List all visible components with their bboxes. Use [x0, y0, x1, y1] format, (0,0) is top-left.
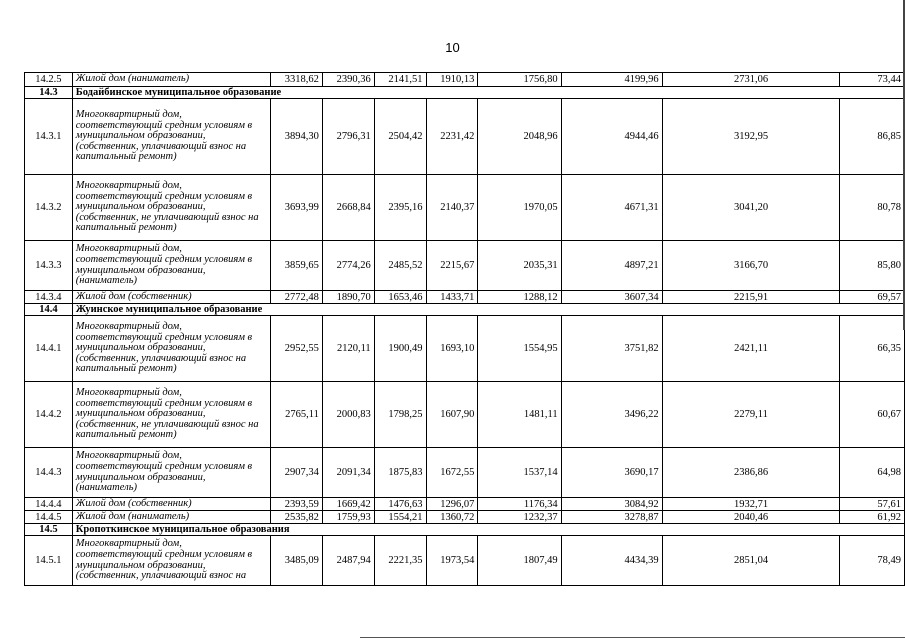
value-cell-4: 2140,37: [426, 175, 478, 241]
value-cell-4: 2215,67: [426, 241, 478, 291]
value-cell-4: 1672,55: [426, 448, 478, 498]
value-cell-1: 3485,09: [271, 536, 323, 586]
table-row: [25, 536, 905, 586]
value-cell-3: 2141,51: [374, 73, 426, 87]
value-cell-3: 1900,49: [374, 316, 426, 382]
value-cell-7: 2851,04: [662, 536, 840, 586]
row-code: 14.3: [25, 87, 73, 99]
table-row: [25, 99, 905, 175]
page-number: 10: [445, 40, 460, 55]
value-cell-7: 2386,86: [662, 448, 840, 498]
value-cell-8: 78,49: [840, 536, 905, 586]
value-cell-8: 61,92: [840, 511, 905, 524]
value-cell-6: 3084,92: [561, 498, 662, 511]
value-cell-8: 73,44: [840, 73, 905, 87]
value-cell-2: 2000,83: [322, 382, 374, 448]
section-row: [25, 304, 905, 316]
value-cell-3: 1653,46: [374, 291, 426, 304]
row-code: 14.3.3: [25, 241, 73, 291]
value-cell-5: 1481,11: [478, 382, 561, 448]
value-cell-1: 3693,99: [271, 175, 323, 241]
scan-edge-bottom: [360, 637, 905, 638]
value-cell-4: 1433,71: [426, 291, 478, 304]
value-cell-7: 2731,06: [662, 73, 840, 87]
value-cell-6: 4671,31: [561, 175, 662, 241]
value-cell-4: 1296,07: [426, 498, 478, 511]
tariff-table: [24, 72, 905, 586]
row-description: Многоквартирный дом, соответствующий средним условиям в муниципальном образовании, (собственник, не уплачивающий взнос на капитальный ремонт): [72, 175, 270, 241]
value-cell-2: 2390,36: [322, 73, 374, 87]
value-cell-7: 3041,20: [662, 175, 840, 241]
value-cell-8: 60,67: [840, 382, 905, 448]
value-cell-1: 2393,59: [271, 498, 323, 511]
value-cell-2: 2487,94: [322, 536, 374, 586]
value-cell-8: 69,57: [840, 291, 905, 304]
value-cell-3: 1476,63: [374, 498, 426, 511]
value-cell-7: 2215,91: [662, 291, 840, 304]
value-cell-4: 1360,72: [426, 511, 478, 524]
value-cell-1: 2765,11: [271, 382, 323, 448]
value-cell-6: 3690,17: [561, 448, 662, 498]
row-code: 14.4: [25, 304, 73, 316]
table-row: [25, 382, 905, 448]
value-cell-6: 4944,46: [561, 99, 662, 175]
value-cell-6: 3496,22: [561, 382, 662, 448]
value-cell-3: 2221,35: [374, 536, 426, 586]
table-row: [25, 175, 905, 241]
value-cell-3: 1798,25: [374, 382, 426, 448]
row-description: Многоквартирный дом, соответствующий средним условиям в муниципальном образовании, (наниматель): [72, 448, 270, 498]
value-cell-2: 1759,93: [322, 511, 374, 524]
value-cell-4: 1973,54: [426, 536, 478, 586]
value-cell-5: 1232,37: [478, 511, 561, 524]
table-row: [25, 316, 905, 382]
value-cell-7: 3192,95: [662, 99, 840, 175]
value-cell-1: 3894,30: [271, 99, 323, 175]
value-cell-7: 2040,46: [662, 511, 840, 524]
value-cell-5: 1807,49: [478, 536, 561, 586]
table-row: [25, 448, 905, 498]
value-cell-8: 64,98: [840, 448, 905, 498]
value-cell-8: 85,80: [840, 241, 905, 291]
value-cell-1: 3318,62: [271, 73, 323, 87]
value-cell-2: 1669,42: [322, 498, 374, 511]
row-code: 14.4.3: [25, 448, 73, 498]
row-description: Многоквартирный дом, соответствующий средним условиям в муниципальном образовании, (наниматель): [72, 241, 270, 291]
table-row: [25, 241, 905, 291]
section-title: Жуинское муниципальное образование: [72, 304, 904, 316]
value-cell-3: 2395,16: [374, 175, 426, 241]
value-cell-5: 1970,05: [478, 175, 561, 241]
value-cell-1: 2907,34: [271, 448, 323, 498]
value-cell-6: 3607,34: [561, 291, 662, 304]
value-cell-4: 1607,90: [426, 382, 478, 448]
row-description: Жилой дом (собственник): [72, 291, 270, 304]
row-code: 14.2.5: [25, 73, 73, 87]
value-cell-7: 2421,11: [662, 316, 840, 382]
value-cell-6: 4897,21: [561, 241, 662, 291]
row-description: Жилой дом (собственник): [72, 498, 270, 511]
value-cell-1: 2772,48: [271, 291, 323, 304]
row-code: 14.3.2: [25, 175, 73, 241]
value-cell-2: 2091,34: [322, 448, 374, 498]
row-code: 14.5: [25, 524, 73, 536]
value-cell-6: 3751,82: [561, 316, 662, 382]
row-description: Жилой дом (наниматель): [72, 73, 270, 87]
value-cell-5: 1554,95: [478, 316, 561, 382]
value-cell-5: 1176,34: [478, 498, 561, 511]
value-cell-5: 2048,96: [478, 99, 561, 175]
table-row: [25, 291, 905, 304]
table-row: [25, 73, 905, 87]
value-cell-5: 1537,14: [478, 448, 561, 498]
value-cell-8: 80,78: [840, 175, 905, 241]
value-cell-4: 2231,42: [426, 99, 478, 175]
table-row: [25, 511, 905, 524]
value-cell-5: 1756,80: [478, 73, 561, 87]
table-row: [25, 498, 905, 511]
value-cell-3: 2485,52: [374, 241, 426, 291]
value-cell-7: 3166,70: [662, 241, 840, 291]
section-title: Кропоткинское муниципальное образования: [72, 524, 904, 536]
value-cell-4: 1910,13: [426, 73, 478, 87]
row-code: 14.4.4: [25, 498, 73, 511]
value-cell-3: 2504,42: [374, 99, 426, 175]
value-cell-5: 2035,31: [478, 241, 561, 291]
row-code: 14.4.1: [25, 316, 73, 382]
value-cell-6: 4434,39: [561, 536, 662, 586]
value-cell-1: 2535,82: [271, 511, 323, 524]
table-body: [25, 73, 905, 586]
value-cell-2: 2120,11: [322, 316, 374, 382]
row-description: Многоквартирный дом, соответствующий средним условиям в муниципальном образовании, (собственник, уплачивающий взнос на: [72, 536, 270, 586]
value-cell-3: 1875,83: [374, 448, 426, 498]
row-description: Многоквартирный дом, соответствующий средним условиям в муниципальном образовании, (собственник, уплачивающий взнос на капитальный ремонт): [72, 99, 270, 175]
section-row: [25, 87, 905, 99]
row-code: 14.3.4: [25, 291, 73, 304]
row-code: 14.5.1: [25, 536, 73, 586]
value-cell-2: 2796,31: [322, 99, 374, 175]
value-cell-1: 3859,65: [271, 241, 323, 291]
row-code: 14.4.5: [25, 511, 73, 524]
section-row: [25, 524, 905, 536]
row-description: Жилой дом (наниматель): [72, 511, 270, 524]
value-cell-2: 2774,26: [322, 241, 374, 291]
value-cell-7: 2279,11: [662, 382, 840, 448]
value-cell-8: 66,35: [840, 316, 905, 382]
value-cell-2: 2668,84: [322, 175, 374, 241]
value-cell-6: 4199,96: [561, 73, 662, 87]
value-cell-8: 86,85: [840, 99, 905, 175]
value-cell-8: 57,61: [840, 498, 905, 511]
row-description: Многоквартирный дом, соответствующий средним условиям в муниципальном образовании, (собственник, уплачивающий взнос на капитальный ремонт): [72, 316, 270, 382]
section-title: Бодайбинское муниципальное образование: [72, 87, 904, 99]
row-code: 14.3.1: [25, 99, 73, 175]
row-code: 14.4.2: [25, 382, 73, 448]
value-cell-6: 3278,87: [561, 511, 662, 524]
value-cell-4: 1693,10: [426, 316, 478, 382]
value-cell-1: 2952,55: [271, 316, 323, 382]
row-description: Многоквартирный дом, соответствующий средним условиям в муниципальном образовании, (собственник, не уплачивающий взнос на капитальный ремонт): [72, 382, 270, 448]
value-cell-3: 1554,21: [374, 511, 426, 524]
value-cell-7: 1932,71: [662, 498, 840, 511]
value-cell-5: 1288,12: [478, 291, 561, 304]
value-cell-2: 1890,70: [322, 291, 374, 304]
